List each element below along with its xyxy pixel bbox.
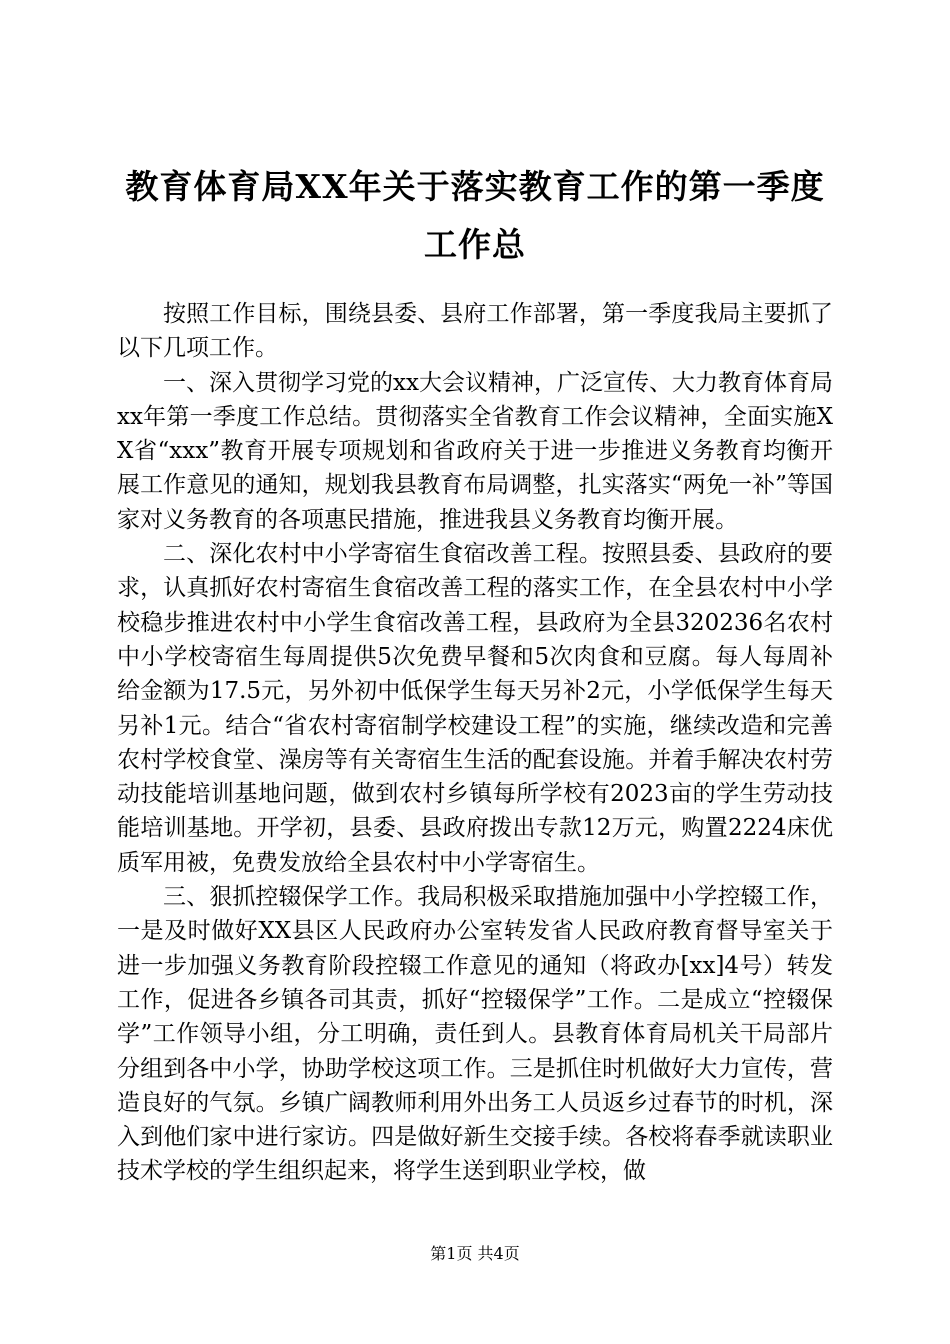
document-body [117, 297, 833, 1189]
page-number: 第1页 共4页 [430, 1244, 520, 1263]
paragraph-intro: 按照工作目标，围绕县委、县府工作部署，第一季度我局主要抓了以下几项工作。 [117, 301, 833, 362]
paragraph-section-3: 三、狠抓控辍保学工作。我局积极采取措施加强中小学控辍工作，一是及时做好XX县区人民政府办公室转发省人民政府教育督导室关于进一步加强义务教育阶段控辍工作意见的通知（将政办[xx]4号）转发工作，促进各乡镇各司其责，抓好“控辍保学”工作。二是成立“控辍保学”工作领导小组，分工明确，责任到人。县教育体育局机关干局部片分组到各中小学，协助学校这项工作。三是抓住时机做好大力宣传，营造良好的气氛。乡镇广阔教师利用外出务工人员返乡过春节的时机，深入到他们家中进行家访。四是做好新生交接手续。各校将春季就读职业技术学校的学生组织起来，将学生送到职业学校，做 [117, 884, 833, 1185]
page-footer [0, 1244, 950, 1264]
document-title: 教育体育局XX年关于落实教育工作的第一季度工作总 [125, 167, 825, 264]
paragraph-section-1: 一、深入贯彻学习党的xx大会议精神，广泛宣传、大力教育体育局xx年第一季度工作总结。贯彻落实全省教育工作会议精神，全面实施XX省“xxx”教育开展专项规划和省政府关于进一步推进义务教育均衡开展工作意见的通知，规划我县教育布局调整，扎实落实“两免一补”等国家对义务教育的各项惠民措施，推进我县义务教育均衡开展。 [117, 369, 833, 533]
paragraph-section-2: 二、深化农村中小学寄宿生食宿改善工程。按照县委、县政府的要求，认真抓好农村寄宿生食宿改善工程的落实工作，在全县农村中小学校稳步推进农村中小学生食宿改善工程，县政府为全县320236名农村中小学校寄宿生每周提供5次免费早餐和5次肉食和豆腐。每人每周补给金额为17.5元，另外初中低保学生每天另补2元，小学低保学生每天另补1元。结合“省农村寄宿制学校建设工程”的实施，继续改造和完善农村学校食堂、澡房等有关寄宿生生活的配套设施。并着手解决农村劳动技能培训基地问题，做到农村乡镇每所学校有2023亩的学生劳动技能培训基地。开学初，县委、县政府拨出专款12万元，购置2224床优质军用被，免费发放给全县农村中小学寄宿生。 [117, 541, 833, 876]
